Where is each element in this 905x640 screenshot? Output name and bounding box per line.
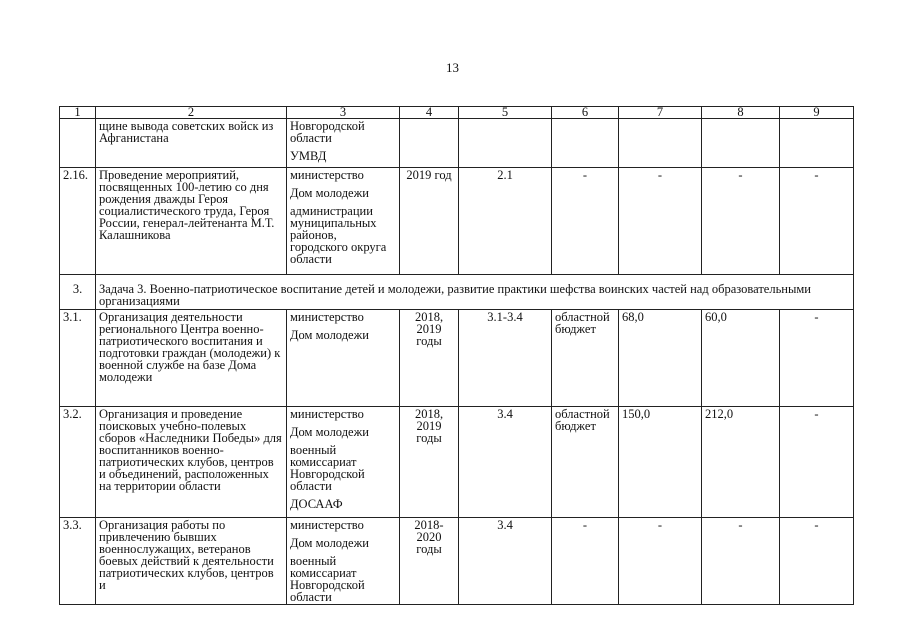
amount-2018: - bbox=[619, 168, 702, 275]
measure-name: щине вывода советских войск из Афганистана bbox=[96, 119, 287, 168]
table-row bbox=[60, 168, 854, 275]
amount-2020: - bbox=[780, 310, 854, 407]
amount-2020: - bbox=[780, 168, 854, 275]
measure-name: Проведение мероприятий, посвященных 100-летию со дня рождения дважды Героя социалистического труда, Героя России, генерал-лейтенанта М.Т. Калашникова bbox=[96, 168, 287, 275]
table-row bbox=[60, 310, 854, 407]
task-title: Задача 3. Военно-патриотическое воспитание детей и молодежи, развитие практики шефства воинских частей над образовательными организациями bbox=[96, 275, 854, 310]
row-number: 2.16. bbox=[60, 168, 96, 275]
amount-2019: 60,0 bbox=[702, 310, 780, 407]
amount-2018: 150,0 bbox=[619, 407, 702, 518]
row-number: 3.3. bbox=[60, 518, 96, 605]
executors bbox=[287, 119, 400, 168]
col-header: 7 bbox=[619, 107, 702, 119]
source: областной бюджет bbox=[552, 310, 619, 407]
row-number: 3.2. bbox=[60, 407, 96, 518]
source: областной бюджет bbox=[552, 407, 619, 518]
executor: Дом молодежи bbox=[290, 186, 369, 200]
col-header: 3 bbox=[287, 107, 400, 119]
term: 2018-2020 годы bbox=[400, 518, 459, 605]
row-number: 3. bbox=[60, 275, 96, 310]
executor: министерство bbox=[290, 407, 364, 421]
executor: министерство bbox=[290, 168, 364, 182]
col-header: 6 bbox=[552, 107, 619, 119]
indicator: 3.1-3.4 bbox=[459, 310, 552, 407]
executor: УМВД bbox=[290, 149, 327, 163]
amount-2018: - bbox=[619, 518, 702, 605]
indicator: 3.4 bbox=[459, 407, 552, 518]
executors bbox=[287, 310, 400, 407]
col-header: 8 bbox=[702, 107, 780, 119]
term: 2018, 2019 годы bbox=[400, 407, 459, 518]
col-header: 2 bbox=[96, 107, 287, 119]
source: - bbox=[552, 168, 619, 275]
amount-2019: - bbox=[702, 518, 780, 605]
source bbox=[552, 119, 619, 168]
executor: Дом молодежи bbox=[290, 425, 369, 439]
executors bbox=[287, 168, 400, 275]
executor: Новгородской области bbox=[290, 119, 365, 145]
amount-2019: 212,0 bbox=[702, 407, 780, 518]
executor: ДОСААФ bbox=[290, 497, 343, 511]
indicator: 3.4 bbox=[459, 518, 552, 605]
header-row bbox=[60, 107, 854, 119]
executor: военный комиссариат Новгородской области bbox=[290, 554, 365, 604]
measure-name: Организация и проведение поисковых учебно-полевых сборов «Наследники Победы» для воспитанников военно-патриотических клубов, центров и объединений, расположенных на территории области bbox=[96, 407, 287, 518]
measure-name: Организация деятельности регионального Центра военно-патриотического воспитания и подготовки граждан (молодежи) к военной службе на базе Дома молодежи bbox=[96, 310, 287, 407]
amount-2018: 68,0 bbox=[619, 310, 702, 407]
executors bbox=[287, 407, 400, 518]
term: 2018, 2019 годы bbox=[400, 310, 459, 407]
program-table bbox=[59, 106, 854, 605]
row-number: 3.1. bbox=[60, 310, 96, 407]
term: 2019 год bbox=[400, 168, 459, 275]
executor: министерство bbox=[290, 518, 364, 532]
table-row bbox=[60, 518, 854, 605]
col-header: 4 bbox=[400, 107, 459, 119]
executor: Дом молодежи bbox=[290, 536, 369, 550]
term bbox=[400, 119, 459, 168]
executors bbox=[287, 518, 400, 605]
amount-2020: - bbox=[780, 518, 854, 605]
executor: министерство bbox=[290, 310, 364, 324]
amount-2020: - bbox=[780, 407, 854, 518]
amount-2019: - bbox=[702, 168, 780, 275]
col-header: 1 bbox=[60, 107, 96, 119]
executor: Дом молодежи bbox=[290, 328, 369, 342]
page-number: 13 bbox=[446, 60, 459, 75]
source: - bbox=[552, 518, 619, 605]
indicator: 2.1 bbox=[459, 168, 552, 275]
amount-2019 bbox=[702, 119, 780, 168]
row-number bbox=[60, 119, 96, 168]
measure-name: Организация работы по привлечению бывших военнослужащих, ветеранов боевых действий к деятельности патриотических клубов, центров и bbox=[96, 518, 287, 605]
table-row bbox=[60, 119, 854, 168]
amount-2020 bbox=[780, 119, 854, 168]
task-row bbox=[60, 275, 854, 310]
amount-2018 bbox=[619, 119, 702, 168]
table-row bbox=[60, 407, 854, 518]
col-header: 5 bbox=[459, 107, 552, 119]
executor: администрации муниципальных районов, городского округа области bbox=[290, 204, 387, 266]
indicator bbox=[459, 119, 552, 168]
executor: военный комиссариат Новгородской области bbox=[290, 443, 365, 493]
col-header: 9 bbox=[780, 107, 854, 119]
